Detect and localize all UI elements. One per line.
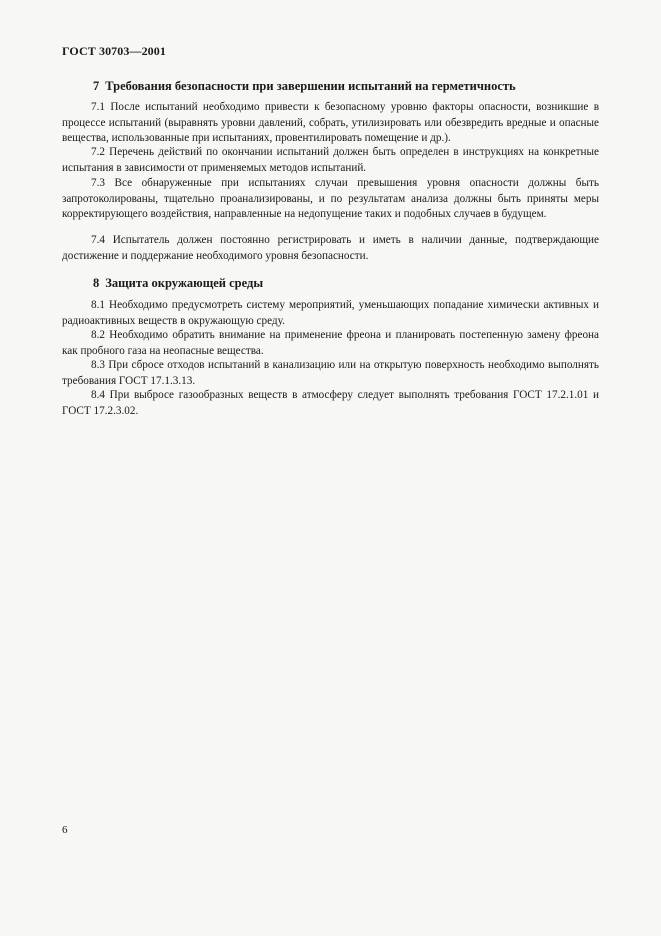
paragraph-8-1: 8.1 Необходимо предусмотреть систему мероприятий, уменьшающих попадание химически активных и радиоактивных веществ в окружающую среду.: [62, 299, 599, 327]
section-7-heading: Требования безопасности при завершении испытаний на герметичность: [105, 79, 516, 93]
document-header: ГОСТ 30703—2001: [62, 44, 166, 58]
paragraph-7-2: 7.2 Перечень действий по окончании испытаний должен быть определен в инструкциях на конкретные испытания в зависимости от применяемых методов испытаний.: [62, 146, 599, 174]
page-number: 6: [62, 824, 68, 836]
paragraph-7-3: 7.3 Все обнаруженные при испытаниях случаи превышения уровня опасности должны быть запротоколированы, тщательно проанализированы, и по результатам анализа должны быть приняты меры корректирующего воздействия, направленные на недопущение таких и подобных случаев в будущем.: [62, 177, 599, 221]
section-7-number: 7: [93, 79, 100, 93]
paragraph-8-3: 8.3 При сбросе отходов испытаний в канализацию или на открытую поверхность необходимо выполнять требования ГОСТ 17.1.3.13.: [62, 359, 599, 387]
paragraph-7-1: 7.1 После испытаний необходимо привести к безопасному уровню факторы опасности, возникшие в процессе испытаний (выравнять уровни давлений, собрать, утилизировать или обезвредить вредные и опасные вещества, использованные при испытаниях, провентилировать помещение и др.).: [62, 101, 599, 145]
paragraph-8-4: 8.4 При выбросе газообразных веществ в атмосферу следует выполнять требования ГОСТ 17.2.1.01 и ГОСТ 17.2.3.02.: [62, 389, 599, 417]
section-8-title: [93, 276, 263, 291]
section-8-heading: Защита окружающей среды: [105, 276, 264, 290]
paragraph-8-2: 8.2 Необходимо обратить внимание на применение фреона и планировать постепенную замену фреона как пробного газа на неопасные вещества.: [62, 329, 599, 357]
paragraph-7-4: 7.4 Испытатель должен постоянно регистрировать и иметь в наличии данные, подтверждающие достижение и поддержание необходимого уровня безопасности.: [62, 234, 599, 262]
section-8-number: 8: [93, 276, 100, 290]
section-7-title: [93, 79, 516, 94]
